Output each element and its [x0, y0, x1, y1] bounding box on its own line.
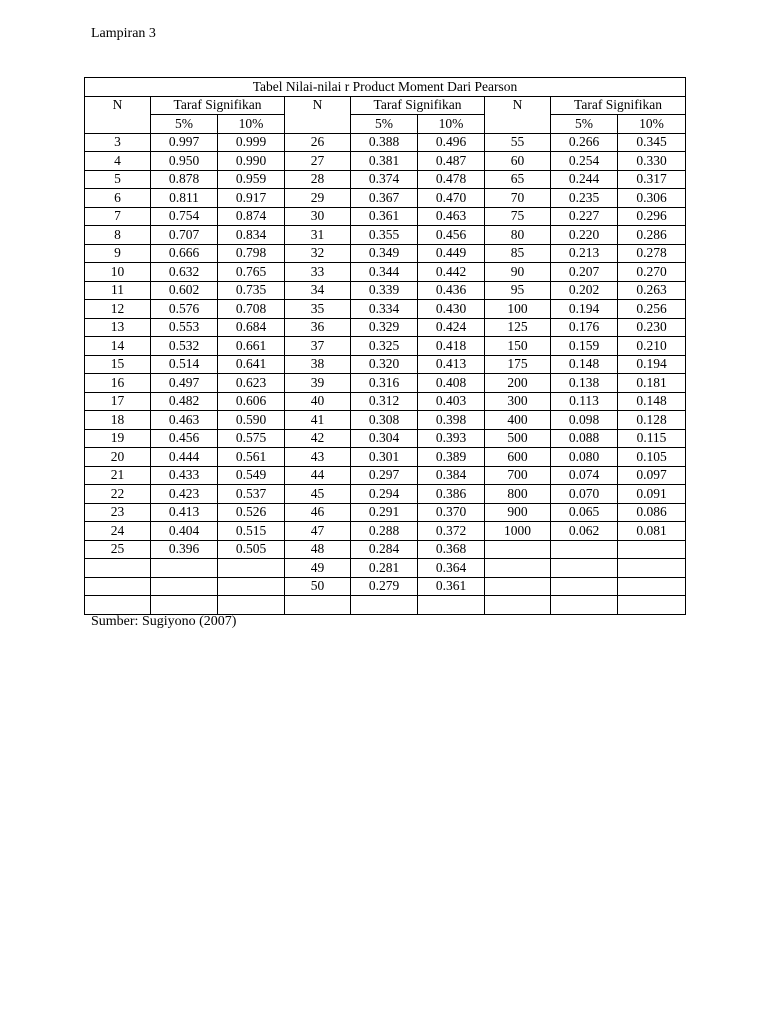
r-10-cell: 0.393 — [418, 429, 485, 448]
r-10-cell: 0.413 — [418, 355, 485, 374]
r-10-cell: 0.263 — [618, 281, 686, 300]
n-cell: 95 — [485, 281, 551, 300]
n-cell: 50 — [285, 577, 351, 596]
n-cell — [85, 596, 151, 615]
n-cell: 6 — [85, 189, 151, 208]
r-5-cell: 0.361 — [351, 207, 418, 226]
r-5-cell: 0.113 — [551, 392, 618, 411]
r-10-cell: 0.372 — [418, 522, 485, 541]
r-10-cell: 0.210 — [618, 337, 686, 356]
r-10-cell: 0.296 — [618, 207, 686, 226]
r-5-cell — [551, 577, 618, 596]
r-5-cell: 0.878 — [151, 170, 218, 189]
r-5-cell: 0.632 — [151, 263, 218, 282]
r-5-cell: 0.288 — [351, 522, 418, 541]
r-10-cell: 0.330 — [618, 152, 686, 171]
r-10-cell: 0.286 — [618, 226, 686, 245]
r-10-cell: 0.496 — [418, 133, 485, 152]
r-5-cell: 0.213 — [551, 244, 618, 263]
r-5-cell: 0.312 — [351, 392, 418, 411]
r-5-cell: 0.423 — [151, 485, 218, 504]
n-cell: 1000 — [485, 522, 551, 541]
r-10-cell: 0.442 — [418, 263, 485, 282]
r-10-cell — [618, 596, 686, 615]
r-10-cell: 0.256 — [618, 300, 686, 319]
n-cell: 3 — [85, 133, 151, 152]
r-5-cell: 0.254 — [551, 152, 618, 171]
r-10-cell — [218, 577, 285, 596]
r-10-cell: 0.181 — [618, 374, 686, 393]
table-row — [85, 281, 686, 300]
r-5-cell: 0.707 — [151, 226, 218, 245]
n-cell: 40 — [285, 392, 351, 411]
r-5-cell: 0.080 — [551, 448, 618, 467]
r-5-cell: 0.388 — [351, 133, 418, 152]
r-5-cell: 0.159 — [551, 337, 618, 356]
table-row — [85, 355, 686, 374]
n-cell: 13 — [85, 318, 151, 337]
table-row — [85, 207, 686, 226]
r-10-cell: 0.361 — [418, 577, 485, 596]
n-cell: 25 — [85, 540, 151, 559]
n-cell: 26 — [285, 133, 351, 152]
r-10-cell: 0.403 — [418, 392, 485, 411]
n-cell — [85, 577, 151, 596]
r-10-cell: 0.999 — [218, 133, 285, 152]
n-cell: 17 — [85, 392, 151, 411]
r-5-cell: 0.284 — [351, 540, 418, 559]
n-cell: 75 — [485, 207, 551, 226]
r-10-cell: 0.561 — [218, 448, 285, 467]
r-5-cell — [151, 596, 218, 615]
r-5-cell: 0.244 — [551, 170, 618, 189]
n-cell: 27 — [285, 152, 351, 171]
table-row — [85, 337, 686, 356]
n-cell — [485, 540, 551, 559]
r-10-cell: 0.606 — [218, 392, 285, 411]
n-cell: 175 — [485, 355, 551, 374]
n-cell: 16 — [85, 374, 151, 393]
r-5-cell — [551, 596, 618, 615]
r-5-cell: 0.367 — [351, 189, 418, 208]
r-5-cell: 0.194 — [551, 300, 618, 319]
col-10-header-1: 10% — [218, 115, 285, 134]
n-cell: 700 — [485, 466, 551, 485]
r-5-cell: 0.997 — [151, 133, 218, 152]
r-5-cell: 0.381 — [351, 152, 418, 171]
n-cell: 49 — [285, 559, 351, 578]
r-10-cell: 0.368 — [418, 540, 485, 559]
n-cell: 150 — [485, 337, 551, 356]
n-cell: 47 — [285, 522, 351, 541]
r-5-cell: 0.950 — [151, 152, 218, 171]
r-10-cell: 0.278 — [618, 244, 686, 263]
r-10-cell: 0.708 — [218, 300, 285, 319]
table-title: Tabel Nilai-nilai r Product Moment Dari Pearson — [85, 78, 686, 97]
r-10-cell: 0.917 — [218, 189, 285, 208]
table-body — [85, 133, 686, 614]
r-10-cell: 0.081 — [618, 522, 686, 541]
n-cell: 85 — [485, 244, 551, 263]
n-cell: 44 — [285, 466, 351, 485]
r-10-cell: 0.456 — [418, 226, 485, 245]
table-row — [85, 226, 686, 245]
r-10-cell: 0.575 — [218, 429, 285, 448]
r-10-cell: 0.128 — [618, 411, 686, 430]
n-cell: 39 — [285, 374, 351, 393]
col-5-header-3: 5% — [551, 115, 618, 134]
r-5-cell: 0.514 — [151, 355, 218, 374]
r-5-cell — [151, 577, 218, 596]
n-cell: 31 — [285, 226, 351, 245]
n-cell: 46 — [285, 503, 351, 522]
r-10-cell: 0.408 — [418, 374, 485, 393]
r-10-cell: 0.386 — [418, 485, 485, 504]
n-cell: 21 — [85, 466, 151, 485]
table-row — [85, 559, 686, 578]
n-cell — [485, 577, 551, 596]
r-10-cell: 0.735 — [218, 281, 285, 300]
n-cell — [85, 559, 151, 578]
r-5-cell: 0.497 — [151, 374, 218, 393]
r-5-cell: 0.325 — [351, 337, 418, 356]
r-10-cell: 0.641 — [218, 355, 285, 374]
r-5-cell: 0.349 — [351, 244, 418, 263]
n-cell: 19 — [85, 429, 151, 448]
n-cell: 33 — [285, 263, 351, 282]
r-5-cell: 0.754 — [151, 207, 218, 226]
n-cell: 15 — [85, 355, 151, 374]
n-cell: 400 — [485, 411, 551, 430]
n-cell: 55 — [485, 133, 551, 152]
r-5-cell: 0.433 — [151, 466, 218, 485]
table-row — [85, 300, 686, 319]
r-10-cell — [618, 559, 686, 578]
n-cell: 60 — [485, 152, 551, 171]
r-10-cell: 0.478 — [418, 170, 485, 189]
r-10-cell: 0.384 — [418, 466, 485, 485]
r-10-cell: 0.487 — [418, 152, 485, 171]
n-cell — [285, 596, 351, 615]
n-cell: 9 — [85, 244, 151, 263]
source-note: Sumber: Sugiyono (2007) — [91, 614, 237, 629]
r-5-cell: 0.308 — [351, 411, 418, 430]
n-cell: 80 — [485, 226, 551, 245]
n-cell: 38 — [285, 355, 351, 374]
n-cell — [485, 596, 551, 615]
n-cell: 30 — [285, 207, 351, 226]
r-10-cell: 0.148 — [618, 392, 686, 411]
col-5-header-1: 5% — [151, 115, 218, 134]
r-5-cell: 0.294 — [351, 485, 418, 504]
n-cell: 22 — [85, 485, 151, 504]
r-5-cell: 0.220 — [551, 226, 618, 245]
table-row — [85, 244, 686, 263]
r-10-cell: 0.463 — [418, 207, 485, 226]
n-cell: 34 — [285, 281, 351, 300]
n-cell: 41 — [285, 411, 351, 430]
r-5-cell: 0.291 — [351, 503, 418, 522]
r-10-cell: 0.194 — [618, 355, 686, 374]
r-5-cell: 0.088 — [551, 429, 618, 448]
n-cell: 10 — [85, 263, 151, 282]
r-10-cell: 0.505 — [218, 540, 285, 559]
n-cell: 200 — [485, 374, 551, 393]
sig-header-2: Taraf Signifikan — [351, 96, 485, 115]
r-10-cell: 0.105 — [618, 448, 686, 467]
table-row — [85, 374, 686, 393]
n-cell: 32 — [285, 244, 351, 263]
n-header-3: N — [485, 96, 551, 133]
n-cell: 8 — [85, 226, 151, 245]
r-10-cell: 0.623 — [218, 374, 285, 393]
n-cell: 300 — [485, 392, 551, 411]
r-5-cell: 0.148 — [551, 355, 618, 374]
r-10-cell: 0.345 — [618, 133, 686, 152]
n-header-2: N — [285, 96, 351, 133]
table-row — [85, 448, 686, 467]
n-cell: 35 — [285, 300, 351, 319]
r-5-cell: 0.396 — [151, 540, 218, 559]
r-5-cell: 0.202 — [551, 281, 618, 300]
r-10-cell: 0.515 — [218, 522, 285, 541]
r-10-cell: 0.306 — [618, 189, 686, 208]
n-cell: 29 — [285, 189, 351, 208]
n-cell: 100 — [485, 300, 551, 319]
r-10-cell — [418, 596, 485, 615]
table-row — [85, 152, 686, 171]
sig-header-1: Taraf Signifikan — [151, 96, 285, 115]
n-cell: 125 — [485, 318, 551, 337]
r-10-cell: 0.398 — [418, 411, 485, 430]
n-cell: 4 — [85, 152, 151, 171]
r-10-cell: 0.364 — [418, 559, 485, 578]
n-header-1: N — [85, 96, 151, 133]
n-cell: 43 — [285, 448, 351, 467]
r-5-cell: 0.281 — [351, 559, 418, 578]
table-row — [85, 133, 686, 152]
n-cell: 600 — [485, 448, 551, 467]
r-10-cell: 0.990 — [218, 152, 285, 171]
r-5-cell: 0.065 — [551, 503, 618, 522]
n-cell: 36 — [285, 318, 351, 337]
r-10-cell: 0.537 — [218, 485, 285, 504]
table-row — [85, 540, 686, 559]
r-5-cell: 0.098 — [551, 411, 618, 430]
r-10-cell — [618, 540, 686, 559]
r-5-cell: 0.304 — [351, 429, 418, 448]
r-5-cell — [551, 540, 618, 559]
table-row — [85, 577, 686, 596]
n-cell: 70 — [485, 189, 551, 208]
table-row — [85, 189, 686, 208]
table-row — [85, 503, 686, 522]
n-cell: 23 — [85, 503, 151, 522]
table-row — [85, 411, 686, 430]
r-5-cell: 0.374 — [351, 170, 418, 189]
n-cell: 14 — [85, 337, 151, 356]
r-5-cell: 0.404 — [151, 522, 218, 541]
r-10-cell: 0.424 — [418, 318, 485, 337]
r-5-cell: 0.532 — [151, 337, 218, 356]
r-5-cell: 0.138 — [551, 374, 618, 393]
r-5-cell — [151, 559, 218, 578]
r-5-cell: 0.320 — [351, 355, 418, 374]
r-5-cell: 0.482 — [151, 392, 218, 411]
r-10-cell: 0.418 — [418, 337, 485, 356]
r-10-cell: 0.874 — [218, 207, 285, 226]
page-heading: Lampiran 3 — [91, 26, 156, 41]
r-5-cell: 0.339 — [351, 281, 418, 300]
r-5-cell: 0.576 — [151, 300, 218, 319]
table-row — [85, 392, 686, 411]
r-5-cell: 0.329 — [351, 318, 418, 337]
n-cell: 800 — [485, 485, 551, 504]
r-5-cell: 0.074 — [551, 466, 618, 485]
r-5-cell: 0.811 — [151, 189, 218, 208]
r-5-cell: 0.070 — [551, 485, 618, 504]
table-row — [85, 170, 686, 189]
col-10-header-2: 10% — [418, 115, 485, 134]
table-row — [85, 596, 686, 615]
n-cell — [485, 559, 551, 578]
r-10-cell: 0.661 — [218, 337, 285, 356]
n-cell: 900 — [485, 503, 551, 522]
r-5-cell: 0.355 — [351, 226, 418, 245]
table-row — [85, 263, 686, 282]
n-cell: 11 — [85, 281, 151, 300]
col-10-header-3: 10% — [618, 115, 686, 134]
r-10-cell: 0.526 — [218, 503, 285, 522]
r-10-cell: 0.317 — [618, 170, 686, 189]
r-10-cell: 0.370 — [418, 503, 485, 522]
r-10-cell: 0.097 — [618, 466, 686, 485]
table-row — [85, 429, 686, 448]
r-10-cell: 0.389 — [418, 448, 485, 467]
n-cell: 42 — [285, 429, 351, 448]
r-5-cell: 0.344 — [351, 263, 418, 282]
r-5-cell: 0.666 — [151, 244, 218, 263]
r-10-cell: 0.430 — [418, 300, 485, 319]
r-10-cell: 0.798 — [218, 244, 285, 263]
r-5-cell: 0.227 — [551, 207, 618, 226]
r-10-cell: 0.834 — [218, 226, 285, 245]
r-5-cell — [351, 596, 418, 615]
r-5-cell: 0.297 — [351, 466, 418, 485]
r-10-cell: 0.115 — [618, 429, 686, 448]
r-5-cell: 0.413 — [151, 503, 218, 522]
r-10-cell — [218, 559, 285, 578]
r-5-cell: 0.207 — [551, 263, 618, 282]
r-5-cell: 0.279 — [351, 577, 418, 596]
r-10-cell: 0.959 — [218, 170, 285, 189]
r-5-cell: 0.444 — [151, 448, 218, 467]
n-cell: 37 — [285, 337, 351, 356]
r-10-cell: 0.091 — [618, 485, 686, 504]
n-cell: 90 — [485, 263, 551, 282]
r-product-moment-table — [84, 77, 686, 615]
n-cell: 12 — [85, 300, 151, 319]
col-5-header-2: 5% — [351, 115, 418, 134]
n-cell: 24 — [85, 522, 151, 541]
n-cell: 45 — [285, 485, 351, 504]
r-10-cell: 0.449 — [418, 244, 485, 263]
r-5-cell: 0.334 — [351, 300, 418, 319]
r-10-cell: 0.684 — [218, 318, 285, 337]
r-10-cell: 0.470 — [418, 189, 485, 208]
r-5-cell: 0.456 — [151, 429, 218, 448]
r-5-cell: 0.463 — [151, 411, 218, 430]
r-10-cell: 0.549 — [218, 466, 285, 485]
r-10-cell: 0.590 — [218, 411, 285, 430]
r-10-cell: 0.230 — [618, 318, 686, 337]
n-cell: 20 — [85, 448, 151, 467]
r-5-cell: 0.553 — [151, 318, 218, 337]
n-cell: 5 — [85, 170, 151, 189]
r-5-cell: 0.235 — [551, 189, 618, 208]
r-5-cell: 0.602 — [151, 281, 218, 300]
r-5-cell: 0.316 — [351, 374, 418, 393]
r-10-cell: 0.765 — [218, 263, 285, 282]
r-10-cell: 0.436 — [418, 281, 485, 300]
r-10-cell — [618, 577, 686, 596]
sig-header-3: Taraf Signifikan — [551, 96, 686, 115]
n-cell: 48 — [285, 540, 351, 559]
table-row — [85, 318, 686, 337]
r-5-cell: 0.176 — [551, 318, 618, 337]
table-row — [85, 466, 686, 485]
n-cell: 65 — [485, 170, 551, 189]
table-row — [85, 485, 686, 504]
r-5-cell: 0.266 — [551, 133, 618, 152]
r-5-cell: 0.062 — [551, 522, 618, 541]
r-10-cell: 0.086 — [618, 503, 686, 522]
table-row — [85, 522, 686, 541]
n-cell: 28 — [285, 170, 351, 189]
r-5-cell — [551, 559, 618, 578]
n-cell: 500 — [485, 429, 551, 448]
n-cell: 7 — [85, 207, 151, 226]
r-10-cell: 0.270 — [618, 263, 686, 282]
r-5-cell: 0.301 — [351, 448, 418, 467]
n-cell: 18 — [85, 411, 151, 430]
r-10-cell — [218, 596, 285, 615]
